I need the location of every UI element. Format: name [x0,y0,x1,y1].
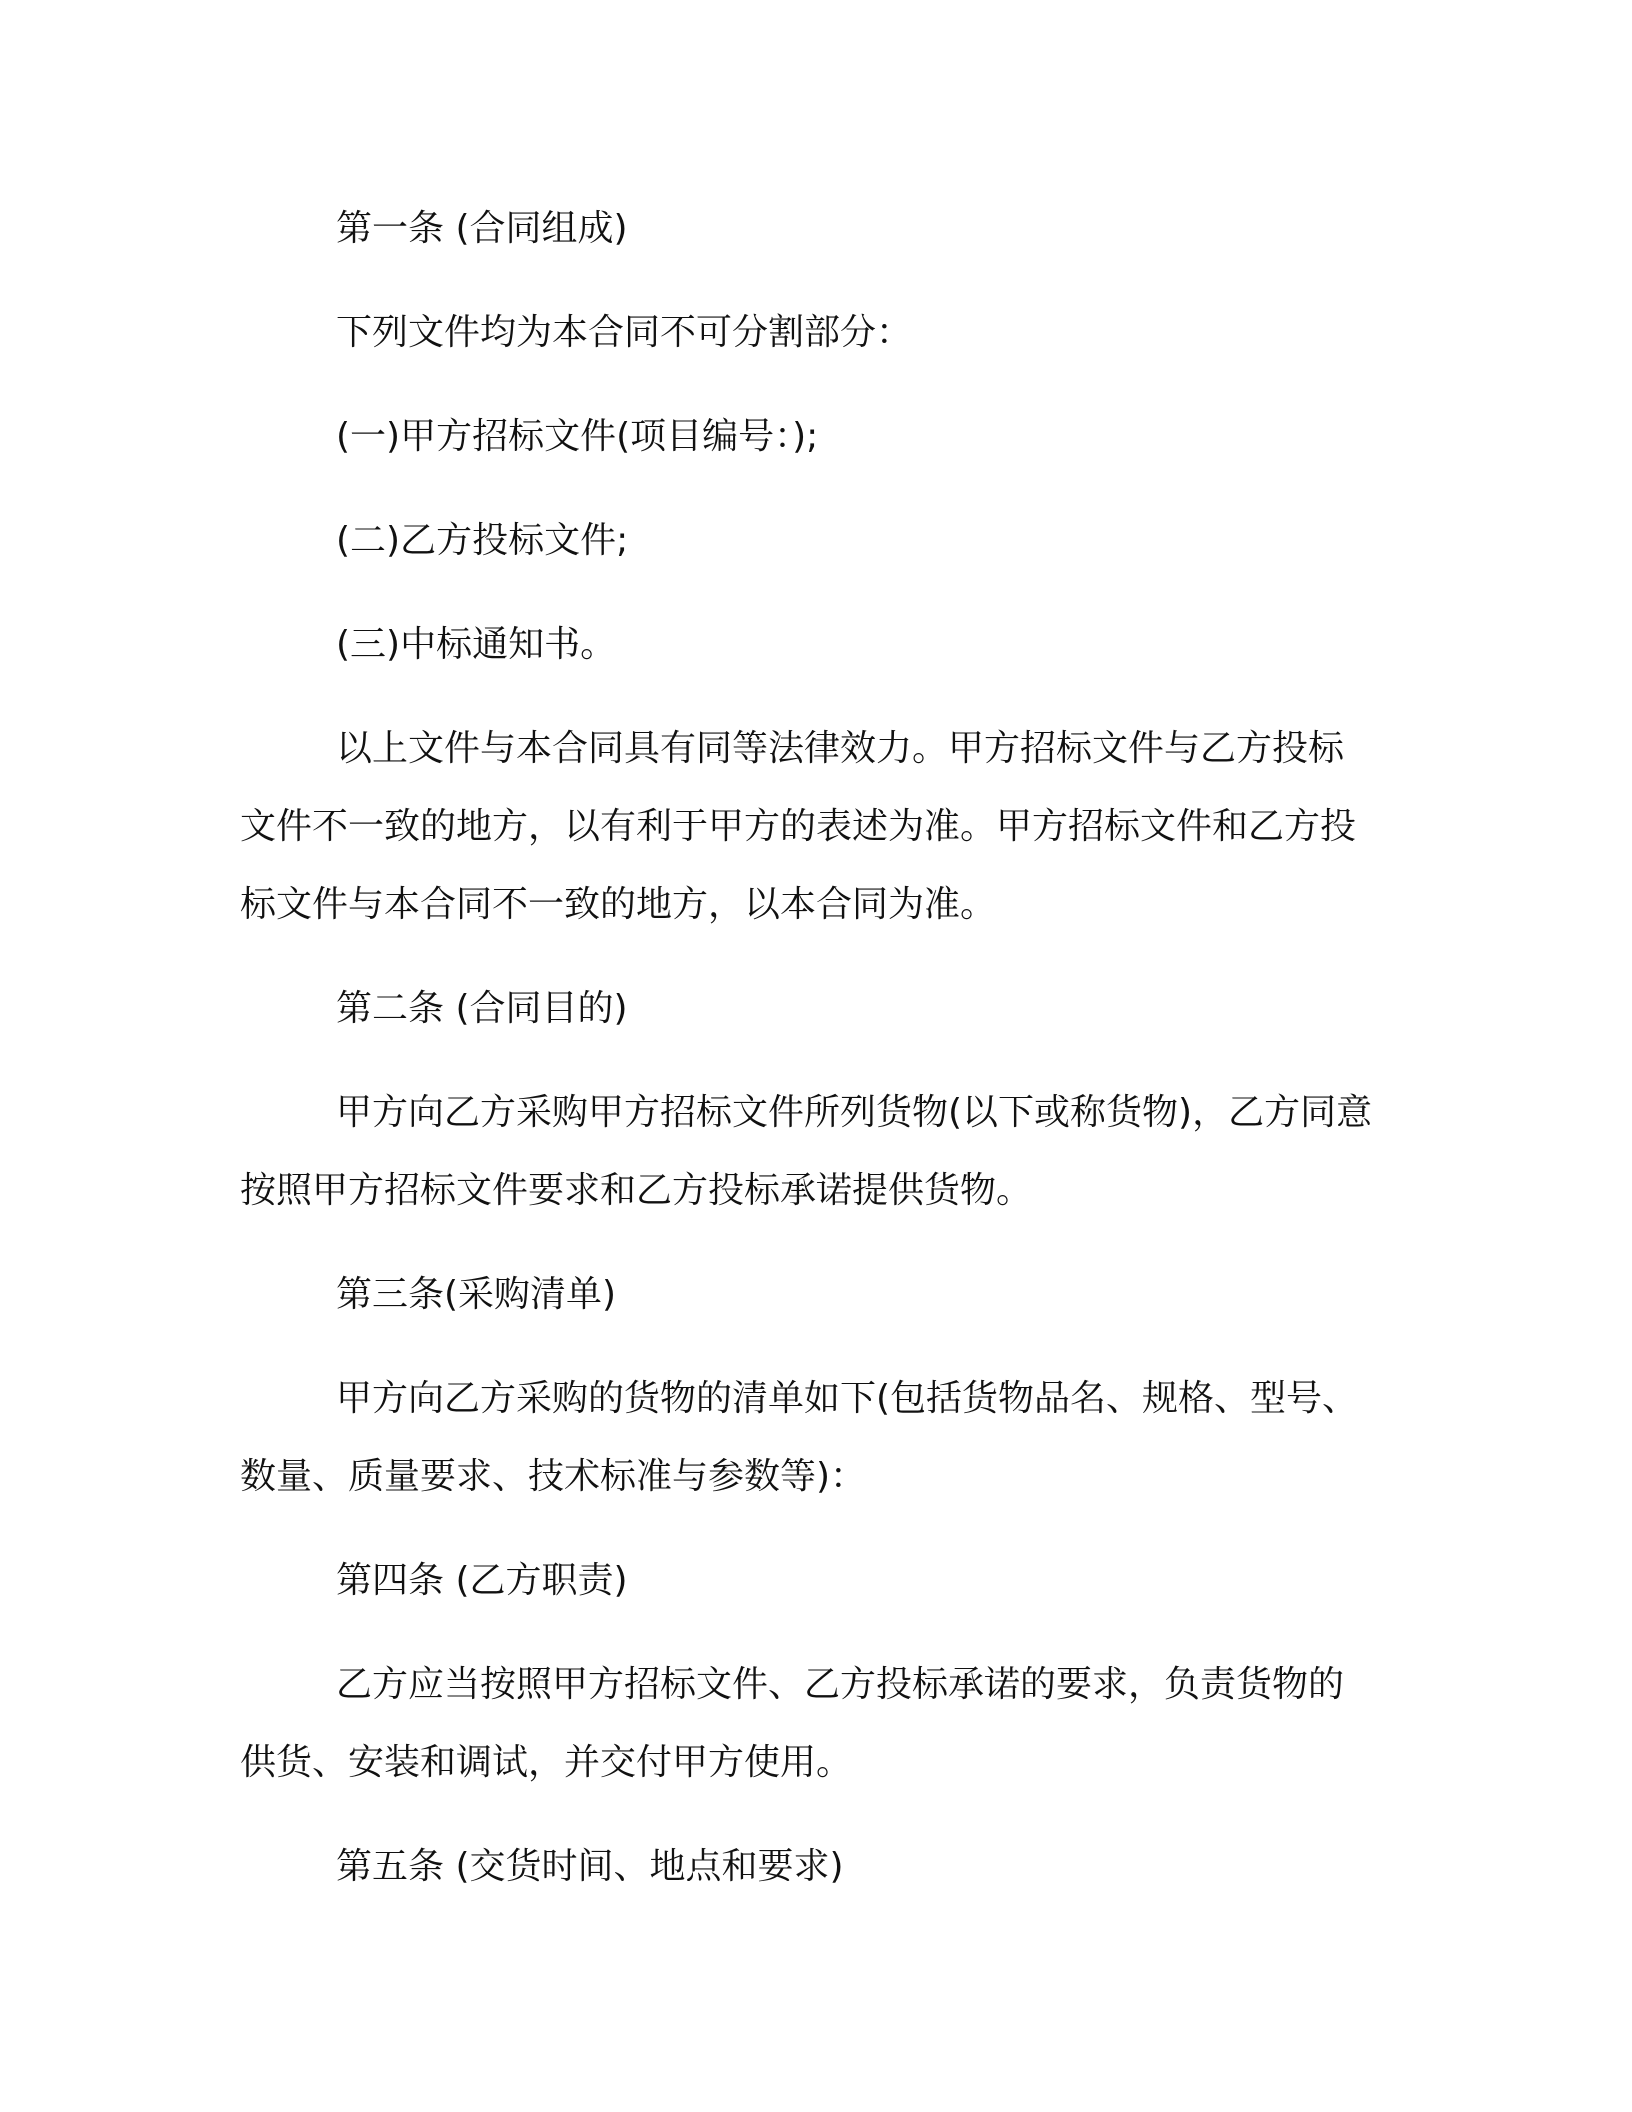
article-2-body: 甲方向乙方采购甲方招标文件所列货物(以下或称货物)，乙方同意按照甲方招标文件要求和乙方投标承诺提供货物。 [240,1092,1373,1211]
article-1-precedence: 以上文件与本合同具有同等法律效力。甲方招标文件与乙方投标文件不一致的地方，以有利于甲方的表述为准。甲方招标文件和乙方投标文件与本合同不一致的地方，以本合同为准。 [240,728,1357,925]
article-2-heading: 第二条 (合同目的) [336,988,628,1029]
article-1-heading: 第一条 (合同组成) [336,208,628,249]
article-3-body: 甲方向乙方采购的货物的清单如下(包括货物品名、规格、型号、数量、质量要求、技术标准与参数等)： [240,1378,1359,1497]
document-body [240,190,1376,1932]
article-4-body: 乙方应当按照甲方招标文件、乙方投标承诺的要求，负责货物的供货、安装和调试，并交付甲方使用。 [240,1664,1345,1783]
article-4-heading: 第四条 (乙方职责) [336,1560,628,1601]
article-5-heading: 第五条 (交货时间、地点和要求) [336,1846,844,1887]
article-1-intro: 下列文件均为本合同不可分割部分： [336,312,913,353]
article-1-item-2: (二)乙方投标文件; [336,520,629,561]
article-1-item-3: (三)中标通知书。 [336,624,617,665]
article-3-heading: 第三条(采购清单) [336,1274,617,1315]
article-1-item-1: (一)甲方招标文件(项目编号：); [336,416,819,457]
